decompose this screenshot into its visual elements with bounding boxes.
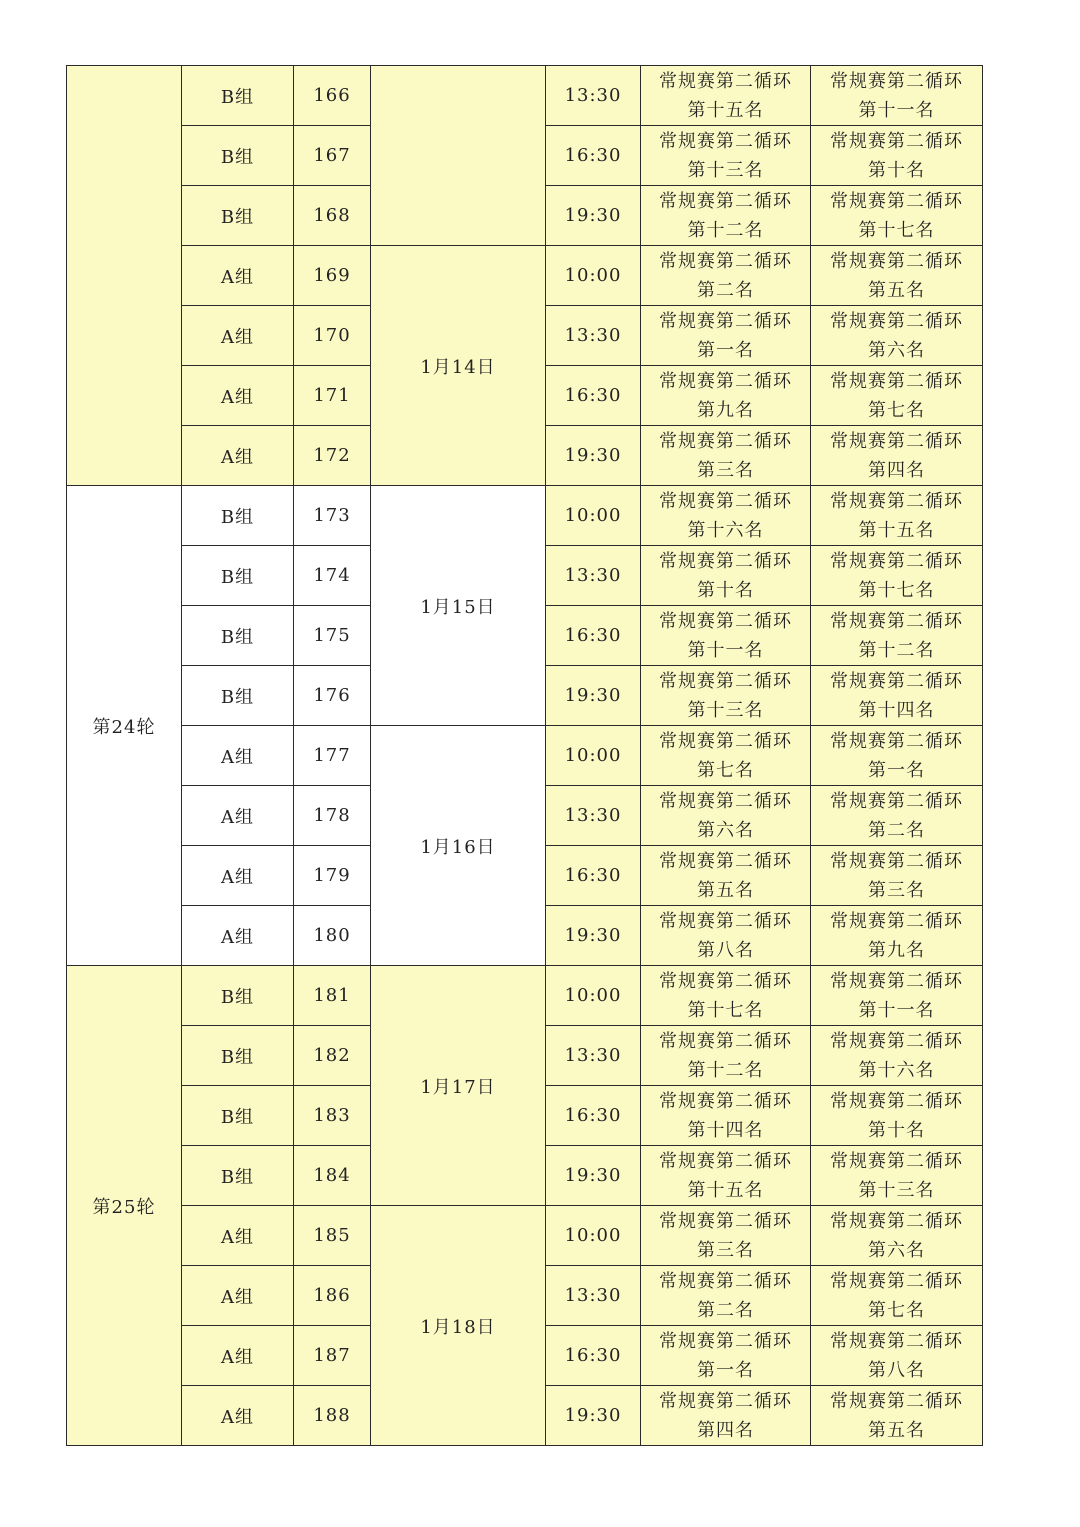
away-team-rank: 第十七名 (858, 219, 935, 241)
game-number-cell: 176 (294, 666, 371, 726)
away-team-rank: 第十四名 (858, 699, 935, 721)
home-team-line: 常规赛第二循环 (659, 430, 792, 452)
group-cell: A组 (182, 1206, 294, 1266)
home-team-line: 常规赛第二循环 (659, 1330, 792, 1352)
home-team-rank: 第十二名 (687, 219, 764, 241)
group-cell: A组 (182, 426, 294, 486)
away-team-rank: 第七名 (868, 399, 925, 421)
home-team-line: 常规赛第二循环 (659, 130, 792, 152)
away-team-line: 常规赛第二循环 (830, 850, 963, 872)
away-team-rank: 第四名 (868, 459, 925, 481)
home-team-rank: 第五名 (697, 879, 754, 901)
home-team-cell (641, 246, 811, 306)
home-team-line: 常规赛第二循环 (659, 490, 792, 512)
game-number-cell: 187 (294, 1326, 371, 1386)
away-team-rank: 第十六名 (858, 1059, 935, 1081)
time-cell: 16:30 (546, 366, 641, 426)
home-team-rank: 第十五名 (687, 1179, 764, 1201)
away-team-rank: 第五名 (868, 1419, 925, 1441)
away-team-cell (811, 666, 983, 726)
away-team-line: 常规赛第二循环 (830, 310, 963, 332)
home-team-line: 常规赛第二循环 (659, 70, 792, 92)
home-team-rank: 第十三名 (687, 159, 764, 181)
game-number-cell: 174 (294, 546, 371, 606)
away-team-rank: 第十名 (868, 159, 925, 181)
away-team-line: 常规赛第二循环 (830, 970, 963, 992)
away-team-line: 常规赛第二循环 (830, 1030, 963, 1052)
round-cell (67, 66, 182, 486)
game-number-cell: 166 (294, 66, 371, 126)
group-cell: A组 (182, 786, 294, 846)
time-cell: 19:30 (546, 426, 641, 486)
time-cell: 19:30 (546, 1386, 641, 1446)
away-team-cell (811, 66, 983, 126)
away-team-cell (811, 1146, 983, 1206)
home-team-cell (641, 1266, 811, 1326)
group-cell: A组 (182, 306, 294, 366)
game-number-cell: 172 (294, 426, 371, 486)
away-team-cell (811, 786, 983, 846)
home-team-rank: 第十三名 (687, 699, 764, 721)
home-team-cell (641, 726, 811, 786)
home-team-cell (641, 606, 811, 666)
home-team-cell (641, 66, 811, 126)
time-cell: 13:30 (546, 786, 641, 846)
time-cell: 13:30 (546, 546, 641, 606)
game-number-cell: 184 (294, 1146, 371, 1206)
away-team-cell (811, 1086, 983, 1146)
home-team-line: 常规赛第二循环 (659, 370, 792, 392)
away-team-cell (811, 486, 983, 546)
away-team-cell (811, 1386, 983, 1446)
time-cell: 13:30 (546, 1026, 641, 1086)
away-team-rank: 第一名 (868, 759, 925, 781)
away-team-rank: 第十七名 (858, 579, 935, 601)
away-team-rank: 第七名 (868, 1299, 925, 1321)
game-number-cell: 177 (294, 726, 371, 786)
home-team-rank: 第十二名 (687, 1059, 764, 1081)
away-team-cell (811, 306, 983, 366)
home-team-line: 常规赛第二循环 (659, 790, 792, 812)
group-cell: B组 (182, 546, 294, 606)
game-number-cell: 185 (294, 1206, 371, 1266)
group-cell: A组 (182, 1386, 294, 1446)
home-team-line: 常规赛第二循环 (659, 670, 792, 692)
home-team-cell (641, 1386, 811, 1446)
home-team-rank: 第三名 (697, 1239, 754, 1261)
home-team-line: 常规赛第二循环 (659, 1150, 792, 1172)
home-team-rank: 第六名 (697, 819, 754, 841)
time-cell: 16:30 (546, 126, 641, 186)
away-team-line: 常规赛第二循环 (830, 130, 963, 152)
home-team-line: 常规赛第二循环 (659, 850, 792, 872)
home-team-cell (641, 1206, 811, 1266)
game-number-cell: 167 (294, 126, 371, 186)
time-cell: 19:30 (546, 1146, 641, 1206)
home-team-rank: 第二名 (697, 279, 754, 301)
home-team-cell (641, 366, 811, 426)
group-cell: B组 (182, 606, 294, 666)
time-cell: 13:30 (546, 1266, 641, 1326)
away-team-line: 常规赛第二循环 (830, 490, 963, 512)
away-team-cell (811, 366, 983, 426)
home-team-line: 常规赛第二循环 (659, 310, 792, 332)
group-cell: A组 (182, 1326, 294, 1386)
away-team-line: 常规赛第二循环 (830, 910, 963, 932)
home-team-cell (641, 426, 811, 486)
time-cell: 19:30 (546, 906, 641, 966)
table-row (67, 486, 983, 546)
home-team-rank: 第十名 (697, 579, 754, 601)
home-team-cell (641, 186, 811, 246)
game-number-cell: 186 (294, 1266, 371, 1326)
home-team-cell (641, 846, 811, 906)
home-team-rank: 第十五名 (687, 99, 764, 121)
away-team-line: 常规赛第二循环 (830, 670, 963, 692)
away-team-cell (811, 246, 983, 306)
away-team-rank: 第三名 (868, 879, 925, 901)
away-team-cell (811, 186, 983, 246)
away-team-rank: 第十一名 (858, 99, 935, 121)
home-team-line: 常规赛第二循环 (659, 1210, 792, 1232)
home-team-cell (641, 906, 811, 966)
home-team-line: 常规赛第二循环 (659, 610, 792, 632)
home-team-cell (641, 486, 811, 546)
away-team-cell (811, 1326, 983, 1386)
home-team-cell (641, 306, 811, 366)
home-team-rank: 第十六名 (687, 519, 764, 541)
home-team-line: 常规赛第二循环 (659, 250, 792, 272)
home-team-line: 常规赛第二循环 (659, 550, 792, 572)
away-team-rank: 第九名 (868, 939, 925, 961)
home-team-cell (641, 126, 811, 186)
home-team-line: 常规赛第二循环 (659, 1090, 792, 1112)
time-cell: 10:00 (546, 1206, 641, 1266)
away-team-rank: 第六名 (868, 1239, 925, 1261)
game-number-cell: 188 (294, 1386, 371, 1446)
home-team-rank: 第十一名 (687, 639, 764, 661)
away-team-cell (811, 426, 983, 486)
away-team-cell (811, 1266, 983, 1326)
game-number-cell: 178 (294, 786, 371, 846)
home-team-rank: 第十四名 (687, 1119, 764, 1141)
group-cell: A组 (182, 726, 294, 786)
game-number-cell: 168 (294, 186, 371, 246)
group-cell: A组 (182, 906, 294, 966)
away-team-cell (811, 726, 983, 786)
round-cell: 第25轮 (67, 966, 182, 1446)
home-team-line: 常规赛第二循环 (659, 1390, 792, 1412)
away-team-rank: 第十一名 (858, 999, 935, 1021)
group-cell: B组 (182, 126, 294, 186)
home-team-cell (641, 786, 811, 846)
time-cell: 10:00 (546, 246, 641, 306)
away-team-line: 常规赛第二循环 (830, 1270, 963, 1292)
away-team-line: 常规赛第二循环 (830, 790, 963, 812)
time-cell: 16:30 (546, 606, 641, 666)
round-cell: 第24轮 (67, 486, 182, 966)
table-row (67, 966, 983, 1026)
time-cell: 16:30 (546, 1086, 641, 1146)
time-cell: 10:00 (546, 966, 641, 1026)
away-team-line: 常规赛第二循环 (830, 430, 963, 452)
home-team-rank: 第七名 (697, 759, 754, 781)
table-row (67, 246, 983, 306)
date-cell: 1月17日 (371, 966, 546, 1206)
date-cell: 1月14日 (371, 246, 546, 486)
home-team-line: 常规赛第二循环 (659, 1030, 792, 1052)
game-number-cell: 182 (294, 1026, 371, 1086)
away-team-line: 常规赛第二循环 (830, 70, 963, 92)
date-cell (371, 66, 546, 246)
home-team-line: 常规赛第二循环 (659, 1270, 792, 1292)
time-cell: 10:00 (546, 486, 641, 546)
home-team-rank: 第一名 (697, 339, 754, 361)
home-team-rank: 第二名 (697, 1299, 754, 1321)
away-team-cell (811, 126, 983, 186)
away-team-line: 常规赛第二循环 (830, 370, 963, 392)
group-cell: B组 (182, 1146, 294, 1206)
group-cell: B组 (182, 966, 294, 1026)
away-team-line: 常规赛第二循环 (830, 250, 963, 272)
game-number-cell: 181 (294, 966, 371, 1026)
away-team-rank: 第六名 (868, 339, 925, 361)
game-number-cell: 183 (294, 1086, 371, 1146)
time-cell: 19:30 (546, 666, 641, 726)
home-team-cell (641, 1326, 811, 1386)
table-row (67, 726, 983, 786)
away-team-line: 常规赛第二循环 (830, 1210, 963, 1232)
group-cell: B组 (182, 666, 294, 726)
away-team-line: 常规赛第二循环 (830, 550, 963, 572)
away-team-cell (811, 1206, 983, 1266)
away-team-cell (811, 1026, 983, 1086)
away-team-cell (811, 606, 983, 666)
home-team-cell (641, 966, 811, 1026)
time-cell: 13:30 (546, 66, 641, 126)
away-team-line: 常规赛第二循环 (830, 610, 963, 632)
home-team-cell (641, 666, 811, 726)
time-cell: 16:30 (546, 846, 641, 906)
table-row (67, 1206, 983, 1266)
home-team-rank: 第九名 (697, 399, 754, 421)
game-number-cell: 171 (294, 366, 371, 426)
away-team-rank: 第十三名 (858, 1179, 935, 1201)
schedule-table (66, 65, 983, 1446)
date-cell: 1月15日 (371, 486, 546, 726)
game-number-cell: 180 (294, 906, 371, 966)
game-number-cell: 173 (294, 486, 371, 546)
home-team-cell (641, 1086, 811, 1146)
schedule-body (67, 66, 983, 1446)
group-cell: A组 (182, 846, 294, 906)
away-team-rank: 第二名 (868, 819, 925, 841)
home-team-rank: 第十七名 (687, 999, 764, 1021)
away-team-line: 常规赛第二循环 (830, 730, 963, 752)
home-team-cell (641, 1026, 811, 1086)
home-team-cell (641, 546, 811, 606)
away-team-cell (811, 906, 983, 966)
away-team-cell (811, 966, 983, 1026)
group-cell: A组 (182, 246, 294, 306)
home-team-cell (641, 1146, 811, 1206)
away-team-rank: 第十五名 (858, 519, 935, 541)
group-cell: B组 (182, 66, 294, 126)
time-cell: 16:30 (546, 1326, 641, 1386)
away-team-line: 常规赛第二循环 (830, 1090, 963, 1112)
date-cell: 1月16日 (371, 726, 546, 966)
away-team-rank: 第十名 (868, 1119, 925, 1141)
home-team-line: 常规赛第二循环 (659, 190, 792, 212)
date-cell: 1月18日 (371, 1206, 546, 1446)
game-number-cell: 175 (294, 606, 371, 666)
away-team-rank: 第五名 (868, 279, 925, 301)
table-row (67, 66, 983, 126)
away-team-line: 常规赛第二循环 (830, 1330, 963, 1352)
home-team-line: 常规赛第二循环 (659, 730, 792, 752)
time-cell: 13:30 (546, 306, 641, 366)
home-team-rank: 第一名 (697, 1359, 754, 1381)
time-cell: 10:00 (546, 726, 641, 786)
game-number-cell: 179 (294, 846, 371, 906)
group-cell: A组 (182, 366, 294, 426)
time-cell: 19:30 (546, 186, 641, 246)
group-cell: B组 (182, 1026, 294, 1086)
home-team-line: 常规赛第二循环 (659, 910, 792, 932)
away-team-rank: 第八名 (868, 1359, 925, 1381)
game-number-cell: 169 (294, 246, 371, 306)
away-team-cell (811, 546, 983, 606)
away-team-cell (811, 846, 983, 906)
group-cell: B组 (182, 186, 294, 246)
away-team-line: 常规赛第二循环 (830, 190, 963, 212)
home-team-rank: 第四名 (697, 1419, 754, 1441)
away-team-line: 常规赛第二循环 (830, 1150, 963, 1172)
away-team-line: 常规赛第二循环 (830, 1390, 963, 1412)
group-cell: B组 (182, 1086, 294, 1146)
group-cell: B组 (182, 486, 294, 546)
home-team-rank: 第八名 (697, 939, 754, 961)
game-number-cell: 170 (294, 306, 371, 366)
home-team-rank: 第三名 (697, 459, 754, 481)
home-team-line: 常规赛第二循环 (659, 970, 792, 992)
group-cell: A组 (182, 1266, 294, 1326)
away-team-rank: 第十二名 (858, 639, 935, 661)
